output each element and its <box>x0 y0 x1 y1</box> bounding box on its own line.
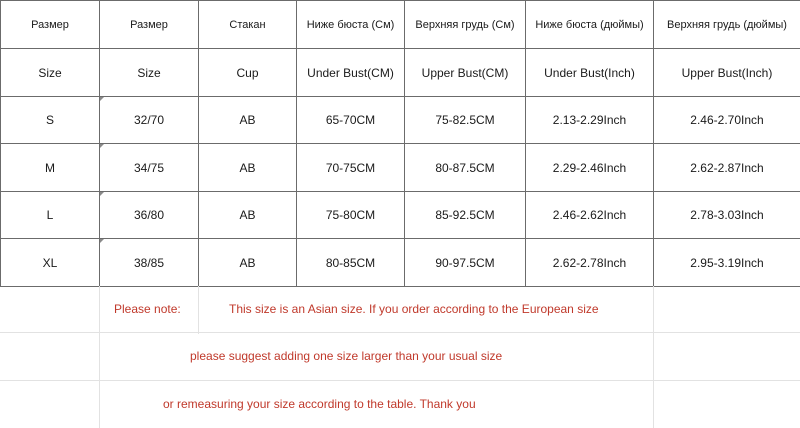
table-cell: M <box>1 144 100 192</box>
table-row <box>1 97 800 144</box>
header-cell: Стакан <box>199 1 297 49</box>
table-cell: XL <box>1 239 100 287</box>
table-cell: 80-87.5CM <box>405 144 526 192</box>
table-cell: 2.46-2.62Inch <box>526 192 654 239</box>
header-cell: Size <box>100 49 199 97</box>
table-cell: AB <box>199 144 297 192</box>
table-cell: 70-75CM <box>297 144 405 192</box>
header-cell: Ниже бюста (См) <box>297 1 405 49</box>
header-cell: Upper Bust(CM) <box>405 49 526 97</box>
table-row <box>1 239 800 287</box>
table-cell: 80-85CM <box>297 239 405 287</box>
table-cell: 75-80CM <box>297 192 405 239</box>
header-cell: Under Bust(CM) <box>297 49 405 97</box>
table-cell: 85-92.5CM <box>405 192 526 239</box>
header-cell: Размер <box>1 1 100 49</box>
header-cell: Size <box>1 49 100 97</box>
table-cell: 36/80 <box>100 192 199 239</box>
header-cell: Ниже бюста (дюймы) <box>526 1 654 49</box>
note-text: This size is an Asian size. If you order according to the European size <box>229 302 599 316</box>
note-divider <box>0 380 800 381</box>
header-row-ru <box>1 1 800 49</box>
header-cell: Under Bust(Inch) <box>526 49 654 97</box>
header-row-en <box>1 49 800 97</box>
table-cell: L <box>1 192 100 239</box>
table-cell: 2.95-3.19Inch <box>654 239 800 287</box>
note-divider <box>0 332 800 333</box>
table-cell: 90-97.5CM <box>405 239 526 287</box>
table-cell: 2.62-2.87Inch <box>654 144 800 192</box>
table-cell: AB <box>199 239 297 287</box>
table-cell: 65-70CM <box>297 97 405 144</box>
header-cell: Upper Bust(Inch) <box>654 49 800 97</box>
header-cell: Верхняя грудь (См) <box>405 1 526 49</box>
table-cell: 34/75 <box>100 144 199 192</box>
table-cell: 2.13-2.29Inch <box>526 97 654 144</box>
note-divider <box>653 286 654 428</box>
table-cell: S <box>1 97 100 144</box>
table-cell: 2.78-3.03Inch <box>654 192 800 239</box>
table-cell: 2.46-2.70Inch <box>654 97 800 144</box>
table-cell: AB <box>199 97 297 144</box>
table-cell: 38/85 <box>100 239 199 287</box>
header-cell: Размер <box>100 1 199 49</box>
note-divider <box>198 286 199 334</box>
table-cell: 2.29-2.46Inch <box>526 144 654 192</box>
header-cell: Cup <box>199 49 297 97</box>
table-cell: 32/70 <box>100 97 199 144</box>
size-note <box>0 286 800 428</box>
note-label: Please note: <box>114 302 181 316</box>
note-text: or remeasuring your size according to the table. Thank you <box>163 397 476 411</box>
table-cell: 75-82.5CM <box>405 97 526 144</box>
table-row <box>1 144 800 192</box>
table-cell: 2.62-2.78Inch <box>526 239 654 287</box>
table-cell: AB <box>199 192 297 239</box>
note-text: please suggest adding one size larger than your usual size <box>190 349 503 363</box>
header-cell: Верхняя грудь (дюймы) <box>654 1 800 49</box>
note-divider <box>99 286 100 428</box>
table-row <box>1 192 800 239</box>
